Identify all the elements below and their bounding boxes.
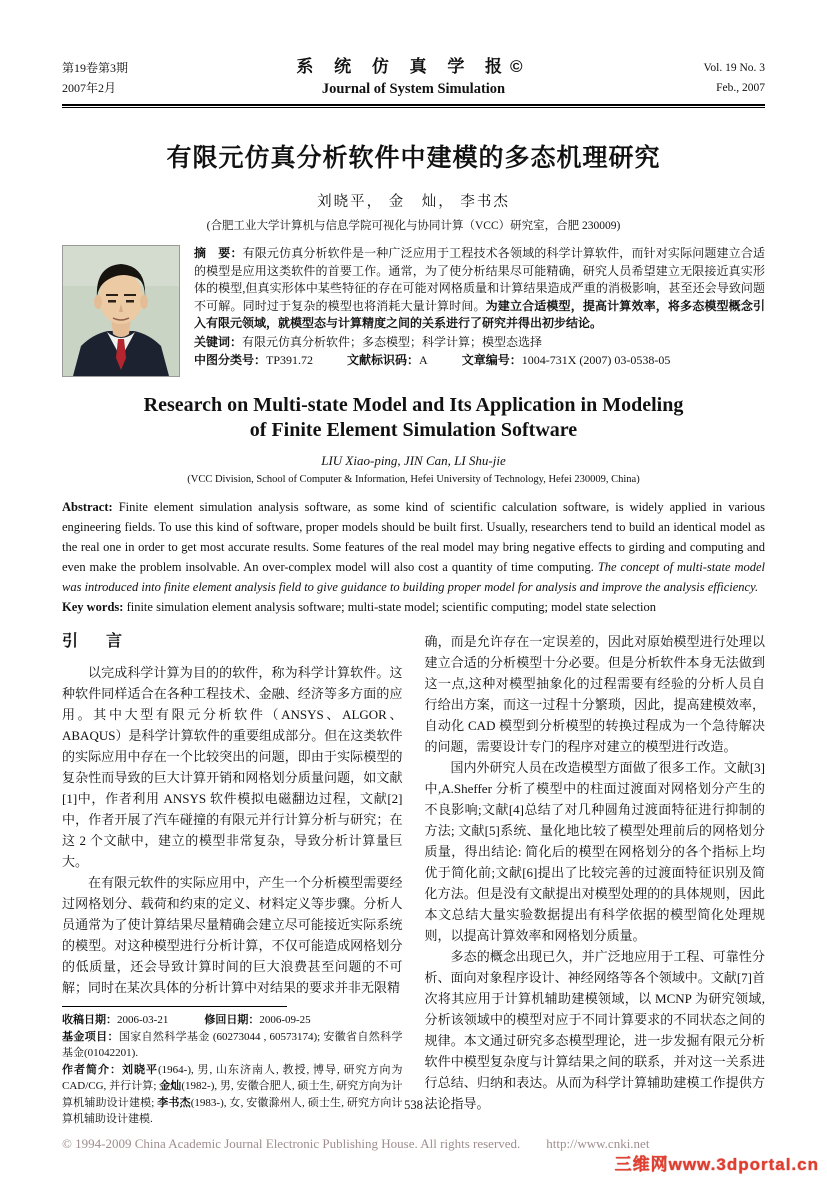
- journal-issue-cn: 第19卷第3期: [62, 61, 129, 75]
- affiliation-cn: (合肥工业大学计算机与信息学院可视化与协同计算（VCC）研究室，合肥 230009): [206, 220, 621, 232]
- intro-heading: 引 言: [62, 633, 129, 650]
- abstract-bold-cn: 为建立合适模型，提高计算效率，将多态模型概念引入有限元领域，就模型态与计算精度之间的关系进行了研究并得出初步结论。: [194, 298, 765, 330]
- revised-date: 2006-09-25: [259, 1014, 311, 1026]
- copyright-text: © 1994-2009 China Academic Journal Electronic Publishing House. All rights reserved.: [62, 1136, 521, 1151]
- right-column: [425, 631, 766, 1128]
- bio-text: (1983-), 女, 安徽滁州人, 硕士生, 研究方向计算机辅助设计建模.: [62, 1096, 403, 1125]
- received-date: 2006-03-21: [117, 1014, 169, 1026]
- abstract-normal-cn: 有限元仿真分析软件是一种广泛应用于工程技术各领域的科学计算软件，而针对实际问题建立合适的模型是应用这类软件的首要工作。通常，为了使分析结果尽可能精确，研究人员希望建立无限接近真实形体的模型,但真实形体中某些特征的存在可能对网格质量和计算结果造成严重的消极影响，甚至还会导致问题不可解。同时过于复杂的模型也将消耗大量计算时间。: [194, 246, 765, 313]
- journal-title-en: Journal of System Simulation: [321, 81, 506, 97]
- keywords-en: finite simulation element analysis software; multi-state model; scientific computing; model state selection: [123, 600, 656, 614]
- page-number: · 538 ·: [396, 1098, 431, 1112]
- abstract-label-en: Abstract:: [62, 500, 113, 514]
- journal-issue-block: [62, 58, 212, 98]
- abstract-label-cn: 摘 要：: [194, 246, 243, 260]
- portrait-illustration: [63, 246, 179, 376]
- bio-text: (1964-), 男, 山东济南人, 教授, 博导, 研究方向为CAD/CG, 并行计算;: [62, 1063, 403, 1092]
- abstract-normal-en: Finite element simulation analysis software, as some kind of scientific calculation software, is widely applied in various engineering fields. To use this kind of software, proper models should be built first. Usually, researchers tend to build an identical model as the real one in order to get most accurate results. Some features of the real model may bring negative effects to girding and computing and even make the problem insolvable. An over-complex model will also cost a quantity of time computing.: [62, 500, 765, 574]
- fund-text: 国家自然科学基金 (60273044 , 60573174); 安徽省自然科学基金(01042201).: [62, 1030, 403, 1059]
- bio-name: 刘晓平: [122, 1063, 158, 1076]
- keywords-line-cn: [194, 334, 765, 352]
- header-divider: [62, 104, 765, 108]
- journal-header: [62, 0, 765, 98]
- clc-value: TP391.72: [266, 353, 314, 367]
- watermark-link[interactable]: 三维网www.3dportal.cn: [614, 1155, 819, 1174]
- journal-vol-en: Vol. 19 No. 3: [703, 62, 765, 74]
- article-title-en: [62, 393, 765, 443]
- title-en-line2: of Finite Element Simulation Software: [249, 419, 578, 441]
- bio-text: (1982-), 男, 安徽合肥人, 硕士生, 研究方向为计算机辅助设计建模;: [62, 1080, 403, 1109]
- keywords-label-en: Key words:: [62, 600, 124, 614]
- body-paragraph: 多态的概念出现已久，并广泛地应用于工程、可靠性分析、面向对象程序设计、神经网络等各个领域中。文献[7]首次将其应用于计算机辅助建模领域，以 MCNP 为研究领域,分析该领域中的模型对应于不同计算要求的不同状态之间的规律。本文通过研究多态模型理论，进一步发掘有限元分析软件中模型复杂度与计算结果之间的联系，并对这一关系进行总结、归纳和表达。从而为科学计算辅助建模工作提供方法论指导。: [424, 949, 765, 1111]
- affiliation-en: (VCC Division, School of Computer & Information, Hefei University of Technology, Hefei 230009, China): [187, 474, 640, 485]
- authors-en: LIU Xiao-ping, JIN Can, LI Shu-jie: [321, 453, 506, 468]
- article-title-cn: 有限元仿真分析软件中建模的多态机理研究: [166, 144, 661, 172]
- abstract-text-cn: [194, 245, 765, 377]
- journal-title-block: [212, 52, 615, 98]
- journal-title-cn: 系 统 仿 真 学 报©: [296, 57, 531, 76]
- abstract-italic-en: The concept of multi-state model was introduced into finite element analysis field to give guidance to building proper model for analysis and improve the analysis efficiency.: [62, 560, 766, 594]
- left-column: [62, 631, 403, 1128]
- doc-code-segment: [347, 352, 428, 370]
- body-columns: [62, 631, 765, 1128]
- journal-date-cn: 2007年2月: [62, 81, 117, 95]
- journal-date-en: Feb., 2007: [716, 82, 765, 94]
- received-label: 收稿日期：: [62, 1014, 117, 1026]
- keywords-cn: 有限元仿真分析软件；多态模型；科学计算；模型态选择: [242, 334, 543, 349]
- article-id-label: 文章编号：: [461, 353, 522, 367]
- keywords-label-cn: 关键词：: [194, 334, 243, 349]
- authors-cn: 刘晓平， 金 灿， 李书杰: [317, 194, 510, 210]
- title-en-line1: Research on Multi-state Model and Its Application in Modeling: [143, 394, 684, 416]
- bio-label: 作者简介：: [62, 1063, 122, 1076]
- classification-line: [194, 352, 765, 370]
- clc-label: 中图分类号：: [194, 353, 267, 367]
- body-paragraph: 以完成科学计算为目的的软件，称为科学计算软件。这种软件同样适合在各种工程技术、金融、经济等多方面的应用。其中大型有限元分析软件（ANSYS、ALGOR、ABAQUS）是科学计算软件的重要组成部分。但在这类软件的实际应用中存在一个比较突出的问题，即由于实际模型的复杂性而导致的巨大计算开销和网格划分质量问题，如文献[1]中，作者利用 ANSYS 软件模拟电磁翻边过程，文献[2]中，作者开展了汽车碰撞的有限元并行计算分析与研究；在这 2 个文献中，建立的模型非常复杂，导致分析计算量巨大。: [62, 665, 403, 869]
- revised-label: 修回日期：: [204, 1014, 260, 1026]
- journal-vol-block: [615, 58, 765, 98]
- bio-name: 金灿: [159, 1080, 182, 1092]
- abstract-block-en: [62, 497, 765, 597]
- body-paragraph: 国内外研究人员在改造模型方面做了很多工作。文献[3]中,A.Sheffer 分析了模型中的柱面过渡面对网格划分产生的不良影响;文献[4]总结了对几种圆角过渡面特征进行抑制的方法; 文献[5]系统、量化地比较了模型处理前后的网格划分质量，得出结论: 简化后的模型在网格划分的各个指标上均优于简化前;文献[6]提出了比较完善的过渡面特征识别及简化方法。但是没有文献提出对模型处理的的具体规则，因此本文总结大量实验数据提出有科学依据的模型简化处理规则，以提高计算效率和网格划分质量。: [424, 760, 765, 943]
- footnote-fund: [62, 1029, 403, 1062]
- body-paragraph: 在有限元软件的实际应用中，产生一个分析模型需要经过网格划分、载荷和约束的定义、材料定义等步骤。分析人员通常为了使计算结果尽量精确会建立尽可能接近实际系统的模型。对这种模型进行分析计算，不仅可能造成网格划分的低质量，还会导致计算时间的巨大浪费甚至问题的不可解；同时在某次具体的分析计算中对结果的要求并非无限精: [62, 875, 403, 995]
- clc-segment: [194, 352, 313, 370]
- footnote-bio: [62, 1062, 403, 1128]
- keywords-line-en: [62, 597, 765, 617]
- footnote-dates: [62, 1012, 403, 1029]
- article-id-segment: [462, 352, 671, 370]
- abstract-paragraph-cn: [194, 245, 765, 333]
- fund-label: 基金项目：: [62, 1030, 119, 1043]
- author-photo: [62, 245, 180, 377]
- doc-code-label: 文献标识码：: [347, 353, 420, 367]
- abstract-block-cn: [62, 245, 765, 377]
- doc-code-value: A: [419, 353, 428, 367]
- copyright-line: [62, 1136, 649, 1152]
- article-id-value: 1004-731X (2007) 03-0538-05: [521, 353, 671, 367]
- footnote-divider: [62, 1006, 287, 1007]
- body-paragraph: 确，而是允许存在一定误差的，因此对原始模型进行处理以建立合适的分析模型十分必要。但是分析软件本身无法做到这一点,这种对模型抽象化的过程需要有经验的分析人员自行给出方案，而这一过程十分繁琐，因此，提高建模效率，自动化 CAD 模型到分析模型的转换过程成为一个急待解决的问题，需要设计专门的程序对建立的模型进行改造。: [424, 634, 765, 754]
- cnki-url-link[interactable]: http://www.cnki.net: [546, 1136, 650, 1151]
- bio-name: 李书杰: [157, 1096, 191, 1109]
